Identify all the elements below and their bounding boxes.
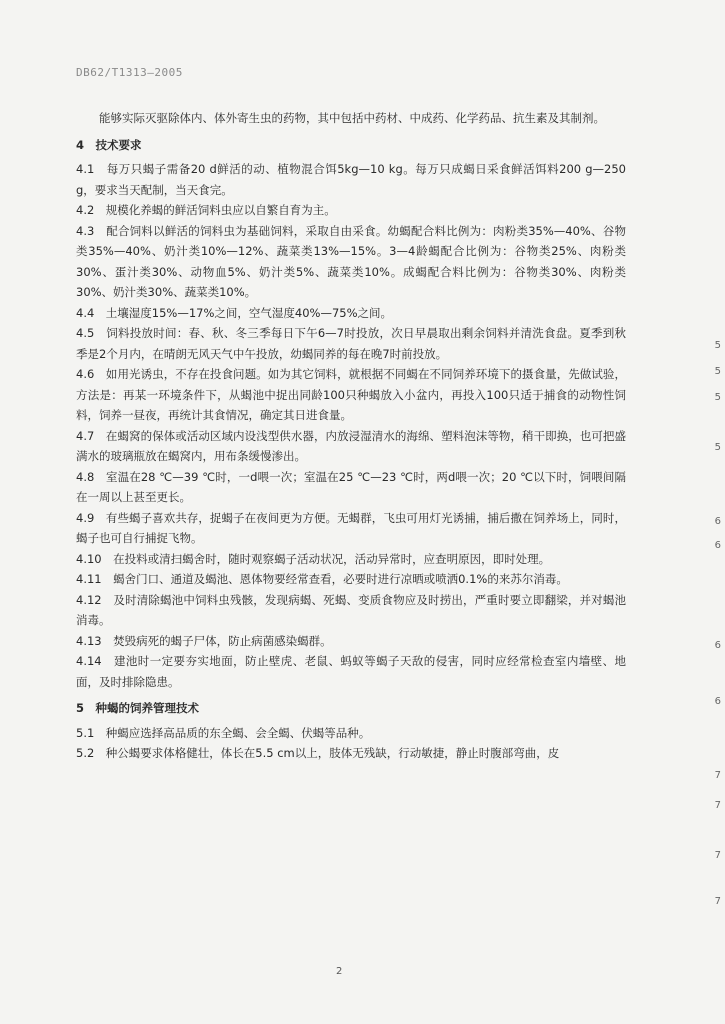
paragraph: 4.5 饲料投放时间：春、秋、冬三季每日下午6—7时投放，次日早晨取出剩余饲料并清洗食盘。夏季到秋季是2个月内，在晴朗无风天气中午投放，幼蝎同养的每在晚7时前投放。 xyxy=(76,326,626,361)
paragraph: 4.12 及时清除蝎池中饲料虫残骸，发现病蝎、死蝎、变质食物应及时捞出，严重时要立即翻梁，并对蝎池消毒。 xyxy=(76,592,626,627)
paragraph: 4.11 蝎舍门口、通道及蝎池、恩体物要经常查看，必要时进行凉晒或喷洒0.1%的来苏尔消毒。 xyxy=(76,572,568,586)
paragraph: 4.7 在蝎窝的保体或活动区域内设浅型供水器，内放浸湿清水的海绵、塑料泡沫等物，稍干即换，也可把盛满水的玻璃瓶放在蝎窝内，用布条缓慢渗出。 xyxy=(76,428,626,463)
paragraph: 4.13 焚毁病死的蝎子尸体，防止病菌感染蝎群。 xyxy=(76,633,332,648)
section-heading: 4 技术要求 xyxy=(76,137,142,152)
paragraph: 4.4 土壤湿度15%—17%之间，空气湿度40%—75%之间。 xyxy=(76,305,393,320)
margin-mark: 7 xyxy=(714,896,721,907)
margin-mark: 5 xyxy=(714,340,721,351)
margin-mark: 6 xyxy=(714,516,721,527)
body-text xyxy=(76,108,626,764)
paragraph: 能够实际灭驱除体内、体外寄生虫的药物，其中包括中药材、中成药、化学药品、抗生素及其制剂。 xyxy=(99,111,605,125)
paragraph: 4.6 如用光诱虫，不存在投食问题。如为其它饲料，就根据不同蝎在不同饲养环境下的摄食量，先做试验，方法是：再某一环境条件下，从蝎池中捉出同龄100只种蝎放入小盆内，再投入100只适于捕食的动物性饲料，饲养一昼夜，再统计其食情况，确定其日进食量。 xyxy=(76,367,626,422)
paragraph: 4.9 有些蝎子喜欢共存，捉蝎子在夜间更为方便。无蝎群，飞虫可用灯光诱捕，捕后撒在饲养场上，同时，蝎子也可自行捕捉飞物。 xyxy=(76,510,626,545)
margin-mark: 5 xyxy=(714,392,721,403)
margin-mark: 6 xyxy=(714,696,721,707)
paragraph: 4.10 在投料或清扫蝎舍时，随时观察蝎子活动状况，活动异常时，应查明原因，即时处理。 xyxy=(76,551,551,566)
margin-mark: 6 xyxy=(714,640,721,651)
margin-mark: 7 xyxy=(714,850,721,861)
margin-mark: 5 xyxy=(714,366,721,377)
margin-mark: 7 xyxy=(714,800,721,811)
section-heading: 5 种蝎的饲养管理技术 xyxy=(76,701,200,715)
standard-code: DB62/T1313—2005 xyxy=(76,66,183,79)
paragraph: 4.2 规模化养蝎的鲜活饲料虫应以自繁自育为主。 xyxy=(76,203,336,217)
margin-mark: 5 xyxy=(714,442,721,453)
paragraph: 4.8 室温在28 ℃—39 ℃时，一d喂一次；室温在25 ℃—23 ℃时，两d喂一次；20 ℃以下时，饲喂间隔在一周以上甚至更长。 xyxy=(76,469,626,504)
margin-mark: 7 xyxy=(714,770,721,781)
paragraph: 4.3 配合饲料以鲜活的饲料虫为基础饲料，采取自由采食。幼蝎配合料比例为：肉粉类35%—40%、谷物类35%—40%、奶汁类10%—12%、蔬菜类13%—15%。3—4龄蝎配合比例为：谷物类25%、肉粉类30%、蛋汁类30%、动物血5%、奶汁类5%、蔬菜类10%。成蝎配合料比例为：谷物类30%、肉粉类30%、奶汁类30%、蔬菜类10%。 xyxy=(76,223,626,299)
paragraph: 5.2 种公蝎要求体格健壮，体长在5.5 cm以上，肢体无残缺，行动敏捷，静止时腹部弯曲，皮 xyxy=(76,746,560,760)
paragraph: 4.14 建池时一定要夯实地面，防止壁虎、老鼠、蚂蚁等蝎子天敌的侵害，同时应经常检查室内墙壁、地面，及时排除隐患。 xyxy=(76,654,626,689)
paragraph: 4.1 每万只蝎子需备20 d鲜活的动、植物混合饵5kg—10 kg。每万只成蝎日采食鲜活饵料200 g—250 g，要求当天配制，当天食完。 xyxy=(76,162,626,197)
margin-mark: 6 xyxy=(714,540,721,551)
paragraph: 5.1 种蝎应选择高品质的东全蝎、会全蝎、伏蝎等品种。 xyxy=(76,725,371,740)
page-number: 2 xyxy=(336,966,343,977)
margin-bleed-marks xyxy=(703,0,725,1024)
